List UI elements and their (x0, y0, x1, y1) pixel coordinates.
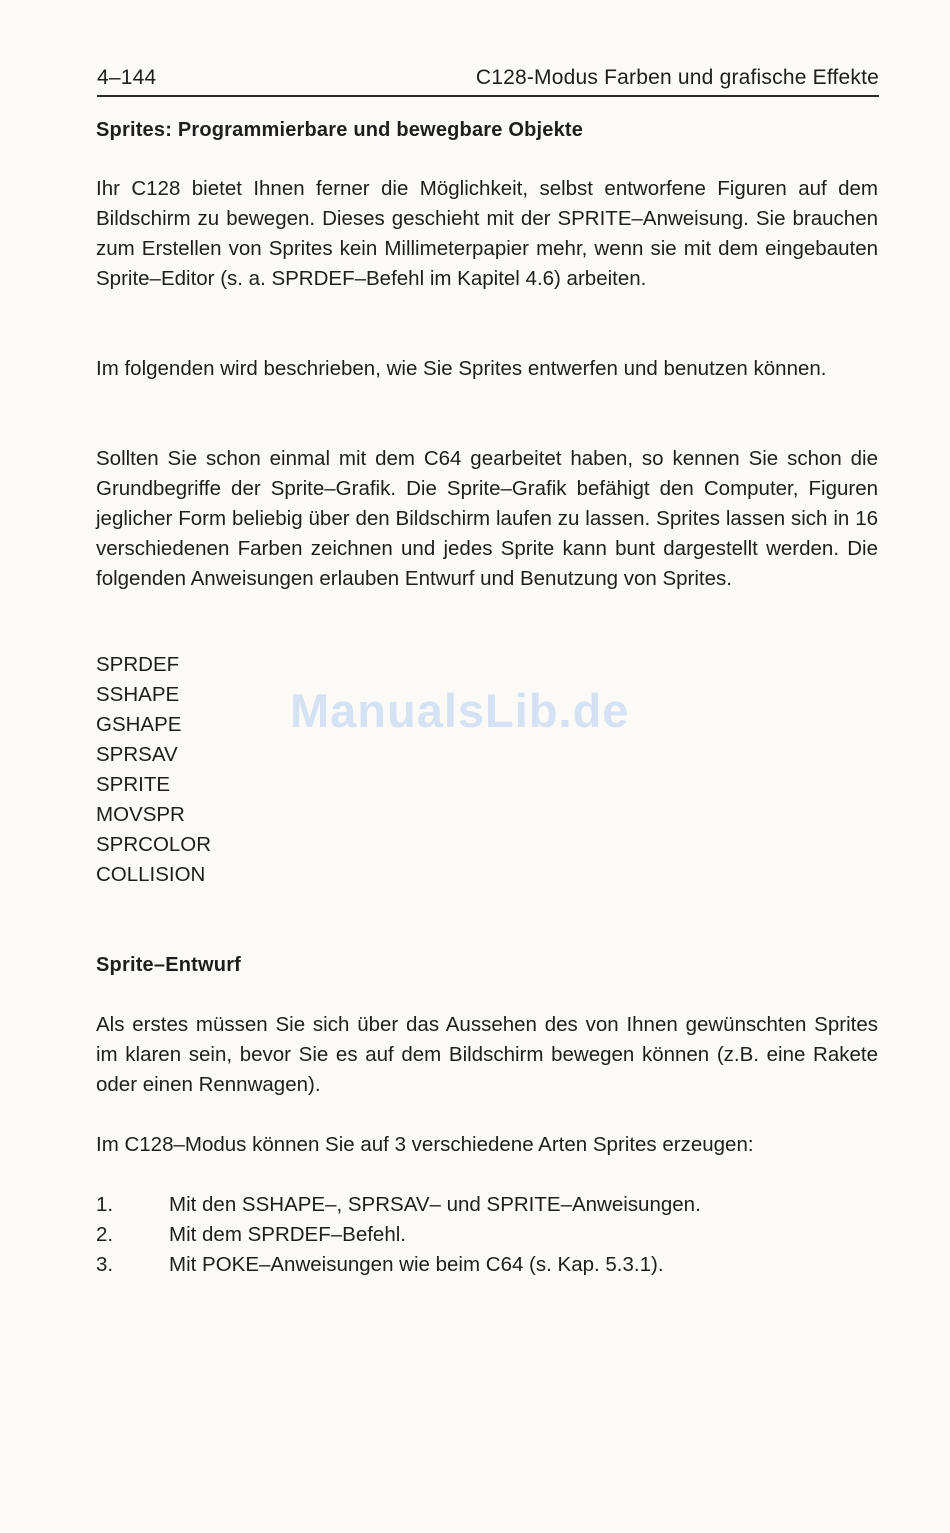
command-item: SPRCOLOR (96, 833, 212, 856)
running-header-title: C128-Modus Farben und grafische Effekte (475, 66, 879, 89)
command-item: GSHAPE (96, 713, 182, 736)
list-text: Mit den SSHAPE–, SPRSAV– und SPRITE–Anweisungen. (169, 1193, 701, 1216)
command-item: SPRDEF (96, 653, 180, 676)
paragraph-design-intro: Als erstes müssen Sie sich über das Aussehen des von Ihnen gewünschten Sprites im klaren sein, bevor Sie es auf dem Bildschirm bewegen können (z.B. eine Rakete oder einen Rennwagen). (96, 1013, 878, 1096)
section-heading-sprites: Sprites: Programmierbare und bewegbare Objekte (96, 119, 584, 141)
list-item (96, 1220, 701, 1250)
command-list (96, 650, 211, 890)
list-item (96, 1190, 701, 1220)
command-item: COLLISION (96, 863, 206, 886)
list-number: 1. (96, 1193, 114, 1216)
watermark: ManualsLib.de (290, 684, 630, 737)
list-number: 3. (96, 1253, 114, 1276)
paragraph-overview: Im folgenden wird beschrieben, wie Sie Sprites entwerfen und benutzen können. (96, 357, 827, 380)
paragraph-c64-background: Sollten Sie schon einmal mit dem C64 gearbeitet haben, so kennen Sie schon die Grundbegriffe der Sprite–Grafik. Die Sprite–Grafik befähigt den Computer, Figuren jeglicher Form beliebig über den Bildschirm laufen zu lassen. Sprites lassen sich in 16 verschiedenen Farben zeichnen und jedes Sprite kann bunt dargestellt werden. Die folgenden Anweisungen erlauben Entwurf und Benutzung von Sprites. (96, 447, 878, 590)
paragraph-methods-intro: Im C128–Modus können Sie auf 3 verschiedene Arten Sprites erzeugen: (96, 1133, 754, 1156)
methods-list (96, 1190, 701, 1280)
list-number: 2. (96, 1223, 114, 1246)
list-item (96, 1250, 701, 1280)
page-number: 4–144 (97, 66, 157, 89)
command-item: MOVSPR (96, 803, 185, 826)
command-item: SPRSAV (96, 743, 178, 766)
command-item: SPRITE (96, 773, 171, 796)
section-heading-sprite-design: Sprite–Entwurf (96, 954, 242, 976)
header-rule (97, 95, 879, 97)
list-text: Mit POKE–Anweisungen wie beim C64 (s. Kap. 5.3.1). (169, 1253, 664, 1276)
list-text: Mit dem SPRDEF–Befehl. (169, 1223, 406, 1246)
command-item: SSHAPE (96, 683, 180, 706)
paragraph-intro: Ihr C128 bietet Ihnen ferner die Möglichkeit, selbst entworfene Figuren auf dem Bildschirm zu bewegen. Dieses geschieht mit der SPRITE–Anweisung. Sie brauchen zum Erstellen von Sprites kein Millimeterpapier mehr, wenn sie mit dem eingebauten Sprite–Editor (s. a. SPRDEF–Befehl im Kapitel 4.6) arbeiten. (96, 177, 878, 290)
